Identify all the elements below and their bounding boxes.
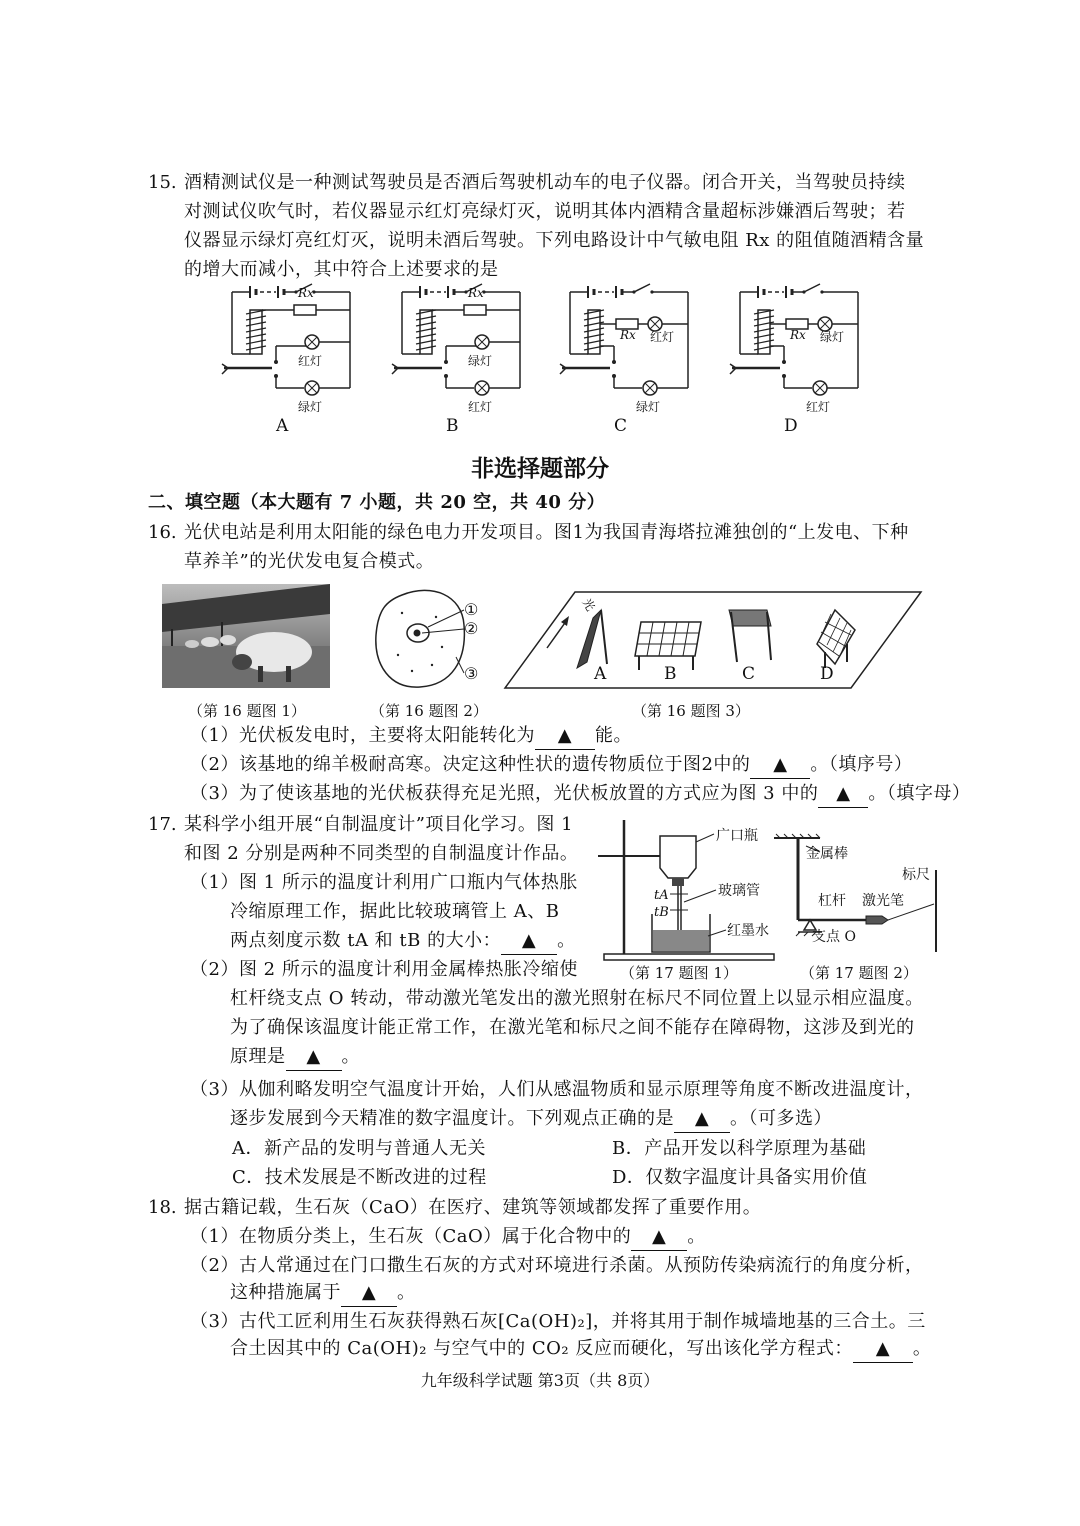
q17-s1-line-3: 两点刻度示数 tA 和 tB 的大小： ▲ 。: [230, 928, 576, 955]
section-title: 非选择题部分: [471, 456, 609, 482]
q17-line-2: 和图 2 分别是两种不同类型的自制温度计作品。: [184, 843, 579, 864]
q16-fig2-marker-3: ③: [464, 664, 479, 683]
q17-s1-line-1: （1）图 1 所示的温度计利用广口瓶内气体热胀: [190, 872, 578, 893]
q16-fig3-letter-d: D: [820, 664, 834, 684]
circuit-rx-label: Rx: [620, 328, 636, 342]
q17-fig2-lever-label: 杠杆: [818, 893, 846, 909]
circuit-upper-lamp-label: 红灯: [298, 354, 323, 368]
answer-blank[interactable]: ▲: [853, 1336, 913, 1363]
q18-s1: （1）在物质分类上，生石灰（CaO）属于化合物中的 ▲ 。: [190, 1224, 706, 1251]
q17-option-c[interactable]: C．技术发展是不断改进的过程: [232, 1167, 487, 1188]
circuit-letter: C: [614, 416, 628, 436]
answer-blank[interactable]: ▲: [674, 1106, 730, 1133]
q15-line-4: 的增大而减小，其中符合上述要求的是: [184, 259, 499, 280]
q17-fig1-bottle-label: 广口瓶: [716, 828, 758, 844]
circuit-upper-lamp-label: 红灯: [650, 330, 675, 344]
answer-blank[interactable]: ▲: [818, 781, 868, 808]
q16-fig3-letter-c: C: [742, 664, 756, 684]
q17-s3-line-2: 逐步发展到今天精准的数字温度计。下列观点正确的是 ▲ 。（可多选）: [230, 1106, 832, 1133]
q15-number: 15.: [148, 172, 177, 193]
q18-line: 据古籍记载，生石灰（CaO）在医疗、建筑等领域都发挥了重要作用。: [184, 1197, 762, 1218]
q18-s3-line-2: 合土因其中的 Ca(OH)₂ 与空气中的 CO₂ 反应而硬化，写出该化学方程式： ▲ 。: [230, 1336, 931, 1363]
circuit-lower-lamp-label: 红灯: [468, 400, 493, 414]
q17-fig2-ruler-label: 标尺: [902, 867, 930, 883]
q16-fig1-caption: （第 16 题图 1）: [188, 702, 306, 720]
circuit-lower-lamp-label: 绿灯: [636, 400, 661, 414]
q17-s1-line-2: 冷缩原理工作，据此比较玻璃管上 A、B: [230, 901, 560, 922]
q15-line-1: 酒精测试仪是一种测试驾驶员是否酒后驾驶机动车的电子仪器。闭合开关，当驾驶员持续: [184, 172, 906, 193]
q17-fig2-laser-label: 激光笔: [862, 893, 904, 909]
q15-line-3: 仪器显示绿灯亮红灯灭，说明未酒后驾驶。下列电路设计中气敏电阻 Rx 的阻值随酒精含量: [184, 230, 925, 251]
q18-s3-line-1: （3）古代工匠利用生石灰获得熟石灰[Ca(OH)₂]，并将其用于制作城墙地基的三合土。三: [190, 1311, 926, 1332]
circuit-rx-label: Rx: [790, 328, 806, 342]
q17-s2-line-3: 为了确保该温度计能正常工作，在激光笔和标尺之间不能存在障碍物，这涉及到光的: [230, 1017, 915, 1038]
circuit-lower-lamp-label: 红灯: [806, 400, 831, 414]
circuit-letter: D: [784, 416, 798, 436]
circuit-a: [220, 284, 355, 399]
q17-fig2-caption: （第 17 题图 2）: [800, 964, 918, 982]
circuit-letter: A: [276, 416, 289, 436]
q17-fig1-water-label: 红墨水: [727, 923, 769, 939]
circuit-upper-lamp-label: 绿灯: [468, 354, 493, 368]
q17-fig2-rod-label: 金属棒: [806, 846, 848, 862]
q17-s3-line-1: （3）从伽利略发明空气温度计开始，人们从感温物质和显示原理等角度不断改进温度计，: [190, 1079, 924, 1100]
q17-fig2-pivot-label: 支点 O: [812, 929, 856, 945]
circuit-rx-label: Rx: [468, 286, 484, 300]
q16-fig3-caption: （第 16 题图 3）: [632, 702, 750, 720]
answer-blank[interactable]: ▲: [750, 752, 810, 779]
answer-blank[interactable]: ▲: [501, 928, 557, 955]
answer-blank[interactable]: ▲: [535, 723, 595, 750]
q17-s2-line-2: 杠杆绕支点 O 转动，带动激光笔发出的激光照射在标尺不同位置上以显示相应温度。: [230, 988, 924, 1009]
q16-fig3-panels: [505, 590, 921, 690]
q16-fig3-letter-b: B: [664, 664, 677, 684]
answer-blank[interactable]: ▲: [286, 1044, 342, 1071]
q17-option-a[interactable]: A．新产品的发明与普通人无关: [232, 1138, 486, 1159]
q17-fig2-thermometer: [770, 834, 942, 958]
q16-number: 16.: [148, 522, 177, 543]
q16-fig3-light-label: 光: [579, 596, 598, 614]
q17-fig1-caption: （第 17 题图 1）: [620, 964, 738, 982]
circuit-b: [390, 284, 525, 399]
q17-number: 17.: [148, 814, 177, 835]
q15-line-2: 对测试仪吹气时，若仪器显示红灯亮绿灯灭，说明其体内酒精含量超标涉嫌酒后驾驶；若: [184, 201, 906, 222]
q16-line-2: 草养羊”的光伏发电复合模式。: [184, 551, 435, 572]
circuit-rx-label: Rx: [298, 286, 314, 300]
q16-sub-3: （3）为了使该基地的光伏板获得充足光照，光伏板放置的方式应为图 3 中的 ▲ 。（填字母）: [190, 781, 970, 808]
q17-option-d[interactable]: D．仅数字温度计具备实用价值: [612, 1167, 868, 1188]
q17-fig1-tube-label: 玻璃管: [718, 883, 760, 899]
q16-fig2-caption: （第 16 题图 2）: [370, 702, 488, 720]
circuit-lower-lamp-label: 绿灯: [298, 400, 323, 414]
page-footer: 九年级科学试题 第3页（共 8页）: [420, 1371, 660, 1390]
q16-fig2-marker-2: ②: [464, 619, 479, 638]
q16-fig3-letter-a: A: [594, 664, 607, 684]
answer-blank[interactable]: ▲: [341, 1280, 397, 1307]
q17-fig1-ta-label: tA: [654, 888, 669, 903]
q16-sub-1: （1）光伏板发电时，主要将太阳能转化为 ▲ 能。: [190, 723, 632, 750]
q18-s2-line-1: （2）古人常通过在门口撒生石灰的方式对环境进行杀菌。从预防传染病流行的角度分析，: [190, 1255, 924, 1276]
part2-header: 二、填空题（本大题有 7 小题，共 20 空，共 40 分）: [148, 492, 606, 513]
q16-fig1-photo: [162, 584, 330, 688]
q16-line-1: 光伏电站是利用太阳能的绿色电力开发项目。图1为我国青海塔拉滩独创的“上发电、下种: [184, 522, 909, 543]
q17-s2-line-4: 原理是 ▲ 。: [230, 1044, 360, 1071]
q18-s2-line-2: 这种措施属于 ▲ 。: [230, 1280, 416, 1307]
q18-number: 18.: [148, 1197, 177, 1218]
q17-fig1-tb-label: tB: [654, 905, 669, 920]
circuit-upper-lamp-label: 绿灯: [820, 330, 845, 344]
q16-fig2-marker-1: ①: [464, 600, 479, 619]
q16-sub-2: （2）该基地的绵羊极耐高寒。决定这种性状的遗传物质位于图2中的 ▲ 。（填序号）: [190, 752, 912, 779]
answer-blank[interactable]: ▲: [631, 1224, 687, 1251]
q17-line-1: 某科学小组开展“自制温度计”项目化学习。图 1: [184, 814, 574, 835]
q17-option-b[interactable]: B．产品开发以科学原理为基础: [612, 1138, 867, 1159]
q17-s2-line-1: （2）图 2 所示的温度计利用金属棒热胀冷缩使: [190, 959, 578, 980]
circuit-letter: B: [446, 416, 459, 436]
